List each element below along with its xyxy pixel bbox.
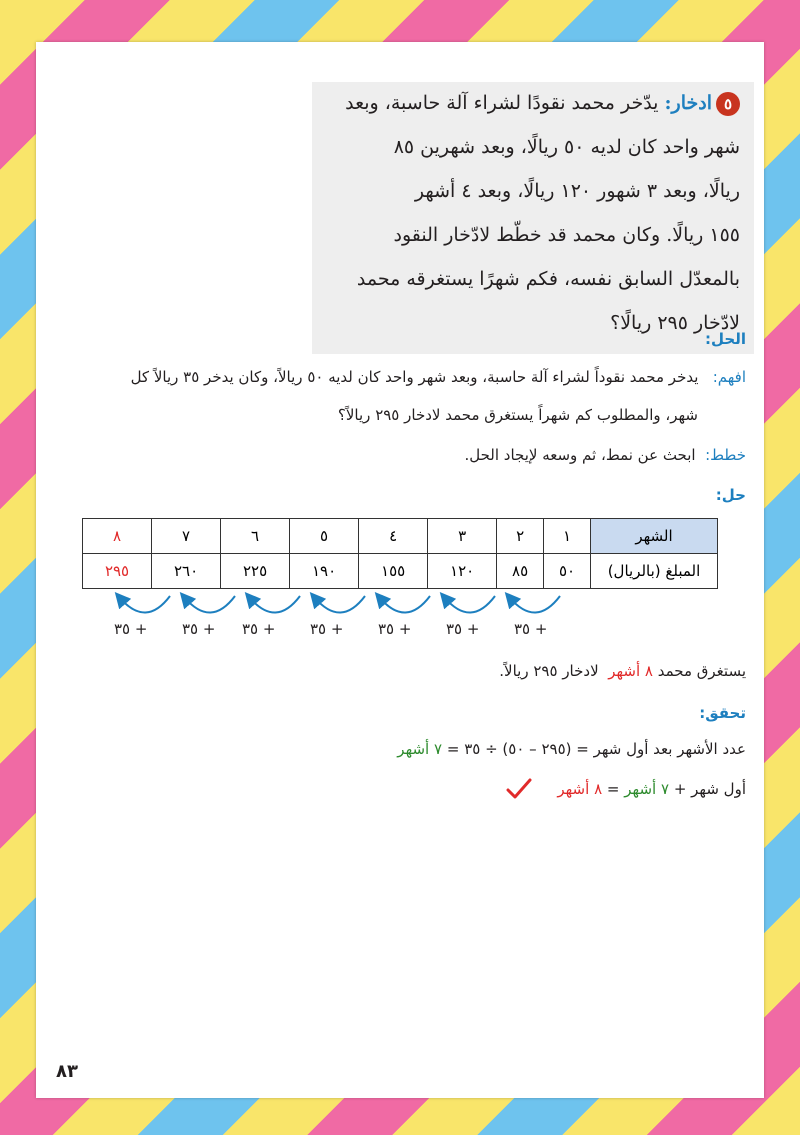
check-line-2-text: أول شهر + (673, 780, 746, 798)
arc-arrow (315, 596, 365, 613)
increment-label: + ٣٥ (182, 620, 216, 638)
table-header-amount: المبلغ (بالريال) (591, 554, 718, 589)
check-line-2 (557, 780, 746, 798)
problem-title: ادخار: (664, 92, 712, 114)
arc-arrow (120, 596, 170, 613)
check-line-2-green: ٧ أشهر (624, 780, 670, 798)
plan-line (464, 446, 746, 464)
table-cell-amount: ٢٩٥ (83, 554, 152, 589)
table-row-amounts (83, 554, 718, 589)
table-cell-month: ٧ (152, 519, 221, 554)
understand-text-1: يدخر محمد نقوداً لشراء آلة حاسبة، وبعد شهر واحد كان لديه ٥٠ ريالاً، وكان يدخر ٣٥ ريالاً كل (130, 368, 699, 386)
table-cell-month: ٥ (290, 519, 359, 554)
table-row-months (83, 519, 718, 554)
problem-line-6: لادّخار ٢٩٥ ريالًا؟ (610, 312, 740, 334)
check-line-1-text: عدد الأشهر بعد أول شهر = (٢٩٥ – ٥٠) ÷ ٣٥ = (446, 740, 746, 758)
increment-label: + ٣٥ (242, 620, 276, 638)
arc-arrow (250, 596, 300, 613)
solution-label: الحل: (705, 330, 746, 348)
problem-line-2: شهر واحد كان لديه ٥٠ ريالًا، وبعد شهرين ٨٥ (393, 136, 740, 158)
arc-arrow (510, 596, 560, 613)
problem-box (312, 82, 754, 354)
check-line-1 (397, 740, 746, 758)
table-cell-month: ٢ (497, 519, 544, 554)
understand-line-1 (131, 368, 746, 386)
increment-label: + ٣٥ (114, 620, 148, 638)
page-number: ٨٣ (56, 1061, 78, 1082)
plan-label: خطط: (705, 446, 746, 464)
plan-text: ابحث عن نمط، ثم وسعه لإيجاد الحل. (464, 446, 696, 464)
table-cell-amount: ٢٢٥ (221, 554, 290, 589)
check-label: تحقق: (699, 704, 746, 722)
page (36, 42, 764, 1098)
savings-table (82, 518, 718, 589)
problem-line-1 (345, 92, 740, 116)
problem-line-4: ١٥٥ ريالًا. وكان محمد قد خطّط لادّخار النقود (393, 224, 740, 246)
understand-line-2: شهر، والمطلوب كم شهراً يستغرق محمد لادخار ٢٩٥ ريالاً؟ (337, 406, 698, 424)
table-cell-month: ٣ (428, 519, 497, 554)
table-header-month: الشهر (591, 519, 718, 554)
table-cell-month: ٤ (359, 519, 428, 554)
table-cell-month: ٨ (83, 519, 152, 554)
conclusion-highlight: ٨ أشهر (608, 662, 653, 680)
checkmark-icon (506, 778, 532, 800)
table-cell-amount: ١٢٠ (428, 554, 497, 589)
arc-arrow (445, 596, 495, 613)
table-cell-amount: ٢٦٠ (152, 554, 221, 589)
increment-arcs (36, 588, 764, 648)
understand-label: افهم: (712, 368, 746, 386)
problem-line-5: بالمعدّل السابق نفسه، فكم شهرًا يستغرقه محمد (356, 268, 740, 290)
check-line-1-result: ٧ أشهر (397, 740, 443, 758)
solve-label: حل: (715, 486, 746, 504)
problem-line-3: ريالًا، وبعد ٣ شهور ١٢٠ ريالًا، وبعد ٤ أشهر (414, 180, 740, 202)
increment-label: + ٣٥ (446, 620, 480, 638)
increment-label: + ٣٥ (310, 620, 344, 638)
table-cell-amount: ٨٥ (497, 554, 544, 589)
conclusion-part-2: لادخار ٢٩٥ ريالاً. (499, 662, 599, 680)
table-cell-amount: ١٥٥ (359, 554, 428, 589)
check-line-2-red: ٨ أشهر (557, 780, 603, 798)
table-cell-amount: ٥٠ (544, 554, 591, 589)
table-cell-amount: ١٩٠ (290, 554, 359, 589)
problem-text-1: يدّخر محمد نقودًا لشراء آلة حاسبة، وبعد (345, 92, 659, 114)
conclusion-line (499, 662, 746, 680)
table-cell-month: ٦ (221, 519, 290, 554)
table-cell-month: ١ (544, 519, 591, 554)
increment-label: + ٣٥ (378, 620, 412, 638)
check-line-2-eq: = (606, 780, 620, 798)
arc-arrow (185, 596, 235, 613)
problem-number-badge: ٥ (716, 92, 740, 116)
arc-arrow (380, 596, 430, 613)
conclusion-part-1: يستغرق محمد (657, 662, 746, 680)
increment-label: + ٣٥ (514, 620, 548, 638)
